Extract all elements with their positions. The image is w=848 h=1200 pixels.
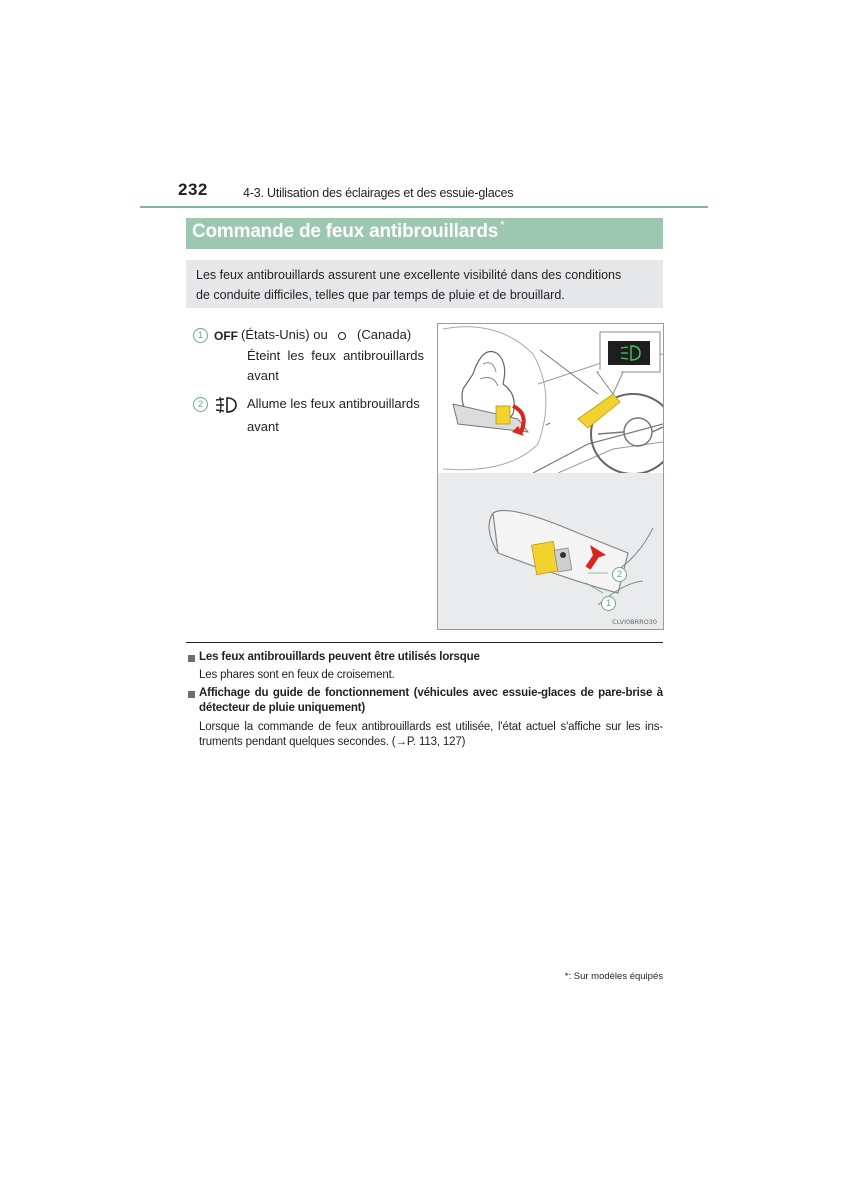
section-title-footnote-mark: * <box>500 218 505 232</box>
fog-light-switch-illustration <box>437 323 664 630</box>
section-title-bar <box>186 218 663 249</box>
item-1-region-us: (États-Unis) ou <box>241 327 328 342</box>
item-2-description-cont: avant <box>247 419 279 434</box>
fog-off-circle-icon <box>338 332 346 340</box>
item-2-description: Allume les feux antibrouillards <box>247 396 420 411</box>
off-label: OFF <box>214 329 238 343</box>
item-1-description-cont: avant <box>247 368 279 383</box>
section-title: Commande de feux antibrouillards <box>192 221 499 242</box>
illustration-code: CLVI0BRRO30 <box>612 618 657 626</box>
header-divider <box>140 206 708 208</box>
dashboard-hand-image <box>438 324 663 473</box>
intro-line-2: de conduite difficiles, telles que par temps de pluie et de brouillard. <box>196 288 565 302</box>
front-fog-light-icon <box>214 396 238 414</box>
stalk-closeup-image <box>438 473 663 629</box>
chapter-title: 4-3. Utilisation des éclairages et des essuie-glaces <box>243 186 514 200</box>
note-1-body: Les phares sont en feux de croisement. <box>199 669 395 681</box>
note-2-body: Lorsque la commande de feux antibrouillards est utilisée, l'état actuel s'affiche sur les ins- <box>199 721 663 733</box>
item-number-2: 2 <box>193 397 208 412</box>
illustration-callout-1: 1 <box>601 596 616 611</box>
footnote: *: Sur modèles équipés <box>564 971 663 982</box>
note-2-bullet <box>188 691 195 698</box>
item-1-region-canada: (Canada) <box>357 327 412 342</box>
intro-line-1: Les feux antibrouillards assurent une excellente visibilité dans des conditions <box>196 268 622 282</box>
intro-box <box>186 260 663 308</box>
note-2-heading-cont: détecteur de pluie uniquement) <box>199 702 366 714</box>
item-1-description: Éteint les feux antibrouillards <box>247 348 424 363</box>
illustration-callout-2: 2 <box>612 567 627 582</box>
page-number: 232 <box>178 180 208 199</box>
note-1-bullet <box>188 655 195 662</box>
item-number-1: 1 <box>193 328 208 343</box>
note-2-body-cont: truments pendant quelques secondes. (→P. 113, 127) <box>199 736 466 748</box>
note-1-heading: Les feux antibrouillards peuvent être utilisés lorsque <box>199 651 480 663</box>
notes-divider <box>186 642 663 643</box>
note-2-heading: Affichage du guide de fonctionnement (véhicules avec essuie-glaces de pare-brise à <box>199 687 663 699</box>
